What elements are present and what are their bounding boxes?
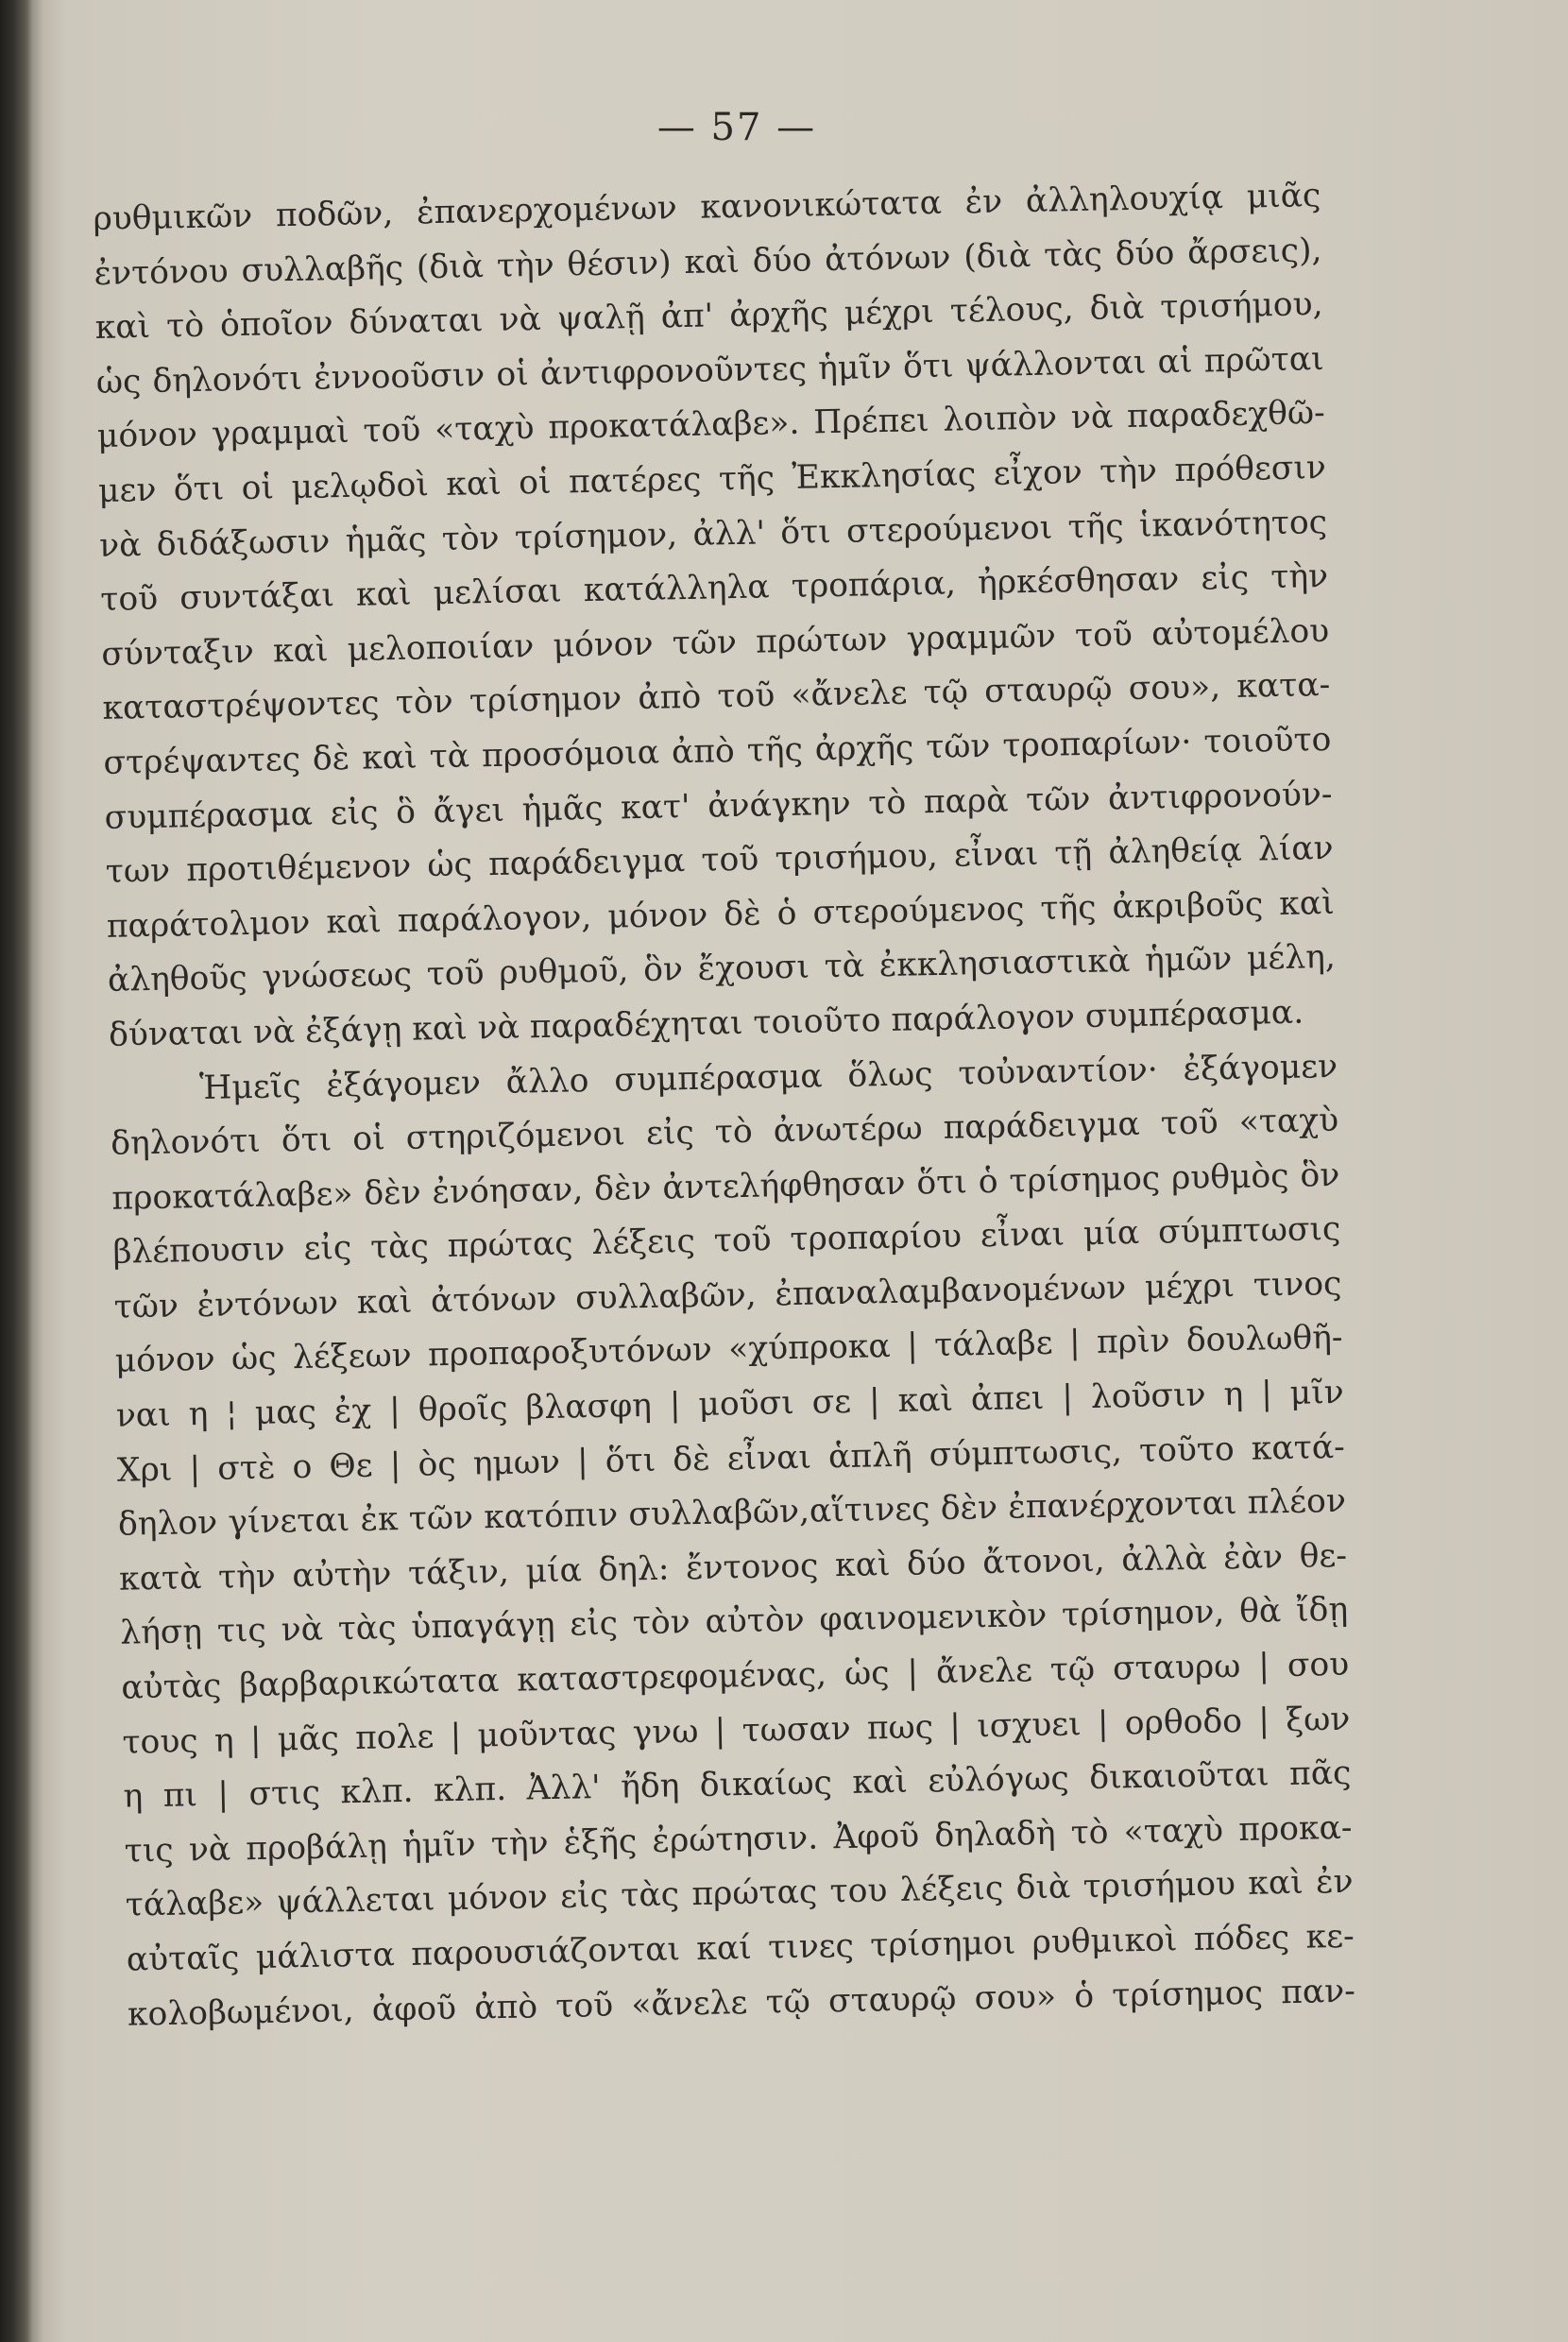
text-line: ναι η ¦ μας ἐχ | θροῖς βλασφη | μοῦσι σε | καὶ ἀπει | λοῦσιν η | μῖν [115,1373,1345,1435]
body-text [93,169,1355,2043]
text-line: προκατάλαβε» δὲν ἐνόησαν, δὲν ἀντελήφθησαν ὅτι ὁ τρίσημος ρυθμὸς ὃν [111,1155,1340,1218]
text-line: αὐταῖς μάλιστα παρουσιάζονται καί τινες τρίσημοι ρυθμικοὶ πόδες κε- [126,1917,1355,1979]
text-line: τάλαβε» ψάλλεται μόνον εἰς τὰς πρώτας του λέξεις διὰ τρισήμου καὶ ἐν [125,1863,1354,1925]
text-line: μόνον ὡς λέξεων προπαροξυτόνων «χύπροκα | τάλαβε | πρὶν δουλωθῆ- [114,1319,1343,1381]
text-line: δηλον γίνεται ἐκ τῶν κατόπιν συλλαβῶν,αἵτινες δὲν ἐπανέρχονται πλέον [117,1482,1347,1544]
text-line: η πι | στις κλπ. κλπ. Ἀλλ' ἤδη δικαίως καὶ εὐλόγως δικαιοῦται πᾶς [123,1753,1352,1816]
text-line: ἀληθοῦς γνώσεως τοῦ ρυθμοῦ, ὃν ἔχουσι τὰ ἐκκλησιαστικὰ ἡμῶν μέλη, [107,938,1337,1000]
text-line: στρέψαντες δὲ καὶ τὰ προσόμοια ἀπὸ τῆς ἀρχῆς τῶν τροπαρίων· τοιοῦτο [103,720,1332,782]
text-line: τοῦ συντάξαι καὶ μελίσαι κατάλληλα τροπάρια, ἠρκέσθησαν εἰς τὴν [99,557,1329,620]
text-line: τις νὰ προβάλῃ ἡμῖν τὴν ἑξῆς ἐρώτησιν. Ἀφοῦ δηλαδὴ τὸ «ταχὺ προκα- [124,1808,1353,1871]
text-line: σύνταξιν καὶ μελοποιίαν μόνον τῶν πρώτων γραμμῶν τοῦ αὐτομέλου [100,611,1330,674]
text-line: τῶν ἐντόνων καὶ ἀτόνων συλλαβῶν, ἐπαναλαμβανομένων μέχρι τινος [113,1264,1342,1326]
page-number: — 57 — [656,106,817,149]
text-line: δηλονότι ὅτι οἱ στηριζόμενοι εἰς τὸ ἀνωτέρω παράδειγμα τοῦ «ταχὺ [110,1101,1339,1163]
text-line: νὰ διδάξωσιν ἡμᾶς τὸν τρίσημον, ἀλλ' ὅτι στερούμενοι τῆς ἱκανότητος [98,503,1328,565]
text-line: μόνον γραμμαὶ τοῦ «ταχὺ προκατάλαβε». Πρέπει λοιπὸν νὰ παραδεχθῶ- [96,394,1326,456]
text-line: ἐντόνου συλλαβῆς (διὰ τὴν θέσιν) καὶ δύο ἀτόνων (διὰ τὰς δύο ἄρσεις), [94,231,1322,293]
text-line: βλέπουσιν εἰς τὰς πρώτας λέξεις τοῦ τροπαρίου εἶναι μία σύμπτωσις [112,1210,1341,1273]
text-line: μεν ὅτι οἱ μελῳδοὶ καὶ οἱ πατέρες τῆς Ἐκκλησίας εἶχον τὴν πρόθεσιν [97,448,1327,510]
text-line: Χρι | στὲ ο Θε | ὸς ημων | ὅτι δὲ εἶναι ἁπλῆ σύμπτωσις, τοῦτο κατά- [116,1427,1346,1490]
text-line: αὐτὰς βαρβαρικώτατα καταστρεφομένας, ὡς | ἄνελε τῷ σταυρω | σου [121,1645,1350,1707]
text-line: κολοβωμένοι, ἀφοῦ ἀπὸ τοῦ «ἄνελε τῷ σταυρῷ σου» ὁ τρίσημος παν- [127,1972,1356,2034]
text-line: ρυθμικῶν ποδῶν, ἐπανερχομένων κανονικώτατα ἐν ἀλληλουχίᾳ μιᾶς [93,177,1321,238]
text-line: ὡς δηλονότι ἐννοοῦσιν οἱ ἀντιφρονοῦντες ἡμῖν ὅτι ψάλλονται αἱ πρῶται [95,339,1324,402]
text-line: δύναται νὰ ἐξάγῃ καὶ νὰ παραδέχηται τοιοῦτο παράλογον συμπέρασμα. [108,993,1304,1054]
text-line: καὶ τὸ ὁποῖον δύναται νὰ ψαλῇ ἀπ' ἀρχῆς μέχρι τέλους, διὰ τρισήμου, [94,285,1323,348]
text-line: συμπέρασμα εἰς ὃ ἄγει ἡμᾶς κατ' ἀνάγκην τὸ παρὰ τῶν ἀντιφρονούν- [104,775,1333,837]
text-line: λήσῃ τις νὰ τὰς ὑπαγάγῃ εἰς τὸν αὐτὸν φαινομενικὸν τρίσημον, θὰ ἴδῃ [119,1591,1349,1653]
text-line: κατὰ τὴν αὐτὴν τάξιν, μία δηλ: ἔντονος καὶ δύο ἄτονοι, ἀλλὰ ἐὰν θε- [118,1536,1348,1598]
text-line: των προτιθέμενον ὡς παράδειγμα τοῦ τρισήμου, εἶναι τῇ ἀληθείᾳ λίαν [105,829,1334,891]
text-line: παράτολμον καὶ παράλογον, μόνον δὲ ὁ στερούμενος τῆς ἀκριβοῦς καὶ [106,883,1336,946]
book-binding-edge [0,0,32,2342]
text-line: τους η | μᾶς πολε | μοῦντας γνω | τωσαν πως | ισχυει | ορθοδο | ξων [122,1700,1351,1762]
text-line: καταστρέψοντες τὸν τρίσημον ἀπὸ τοῦ «ἄνελε τῷ σταυρῷ σου», κατα- [102,666,1331,728]
text-line: Ἡμεῖς ἐξάγομεν ἄλλο συμπέρασμα ὅλως τοὐναντίον· ἐξάγομεν [198,1047,1338,1107]
